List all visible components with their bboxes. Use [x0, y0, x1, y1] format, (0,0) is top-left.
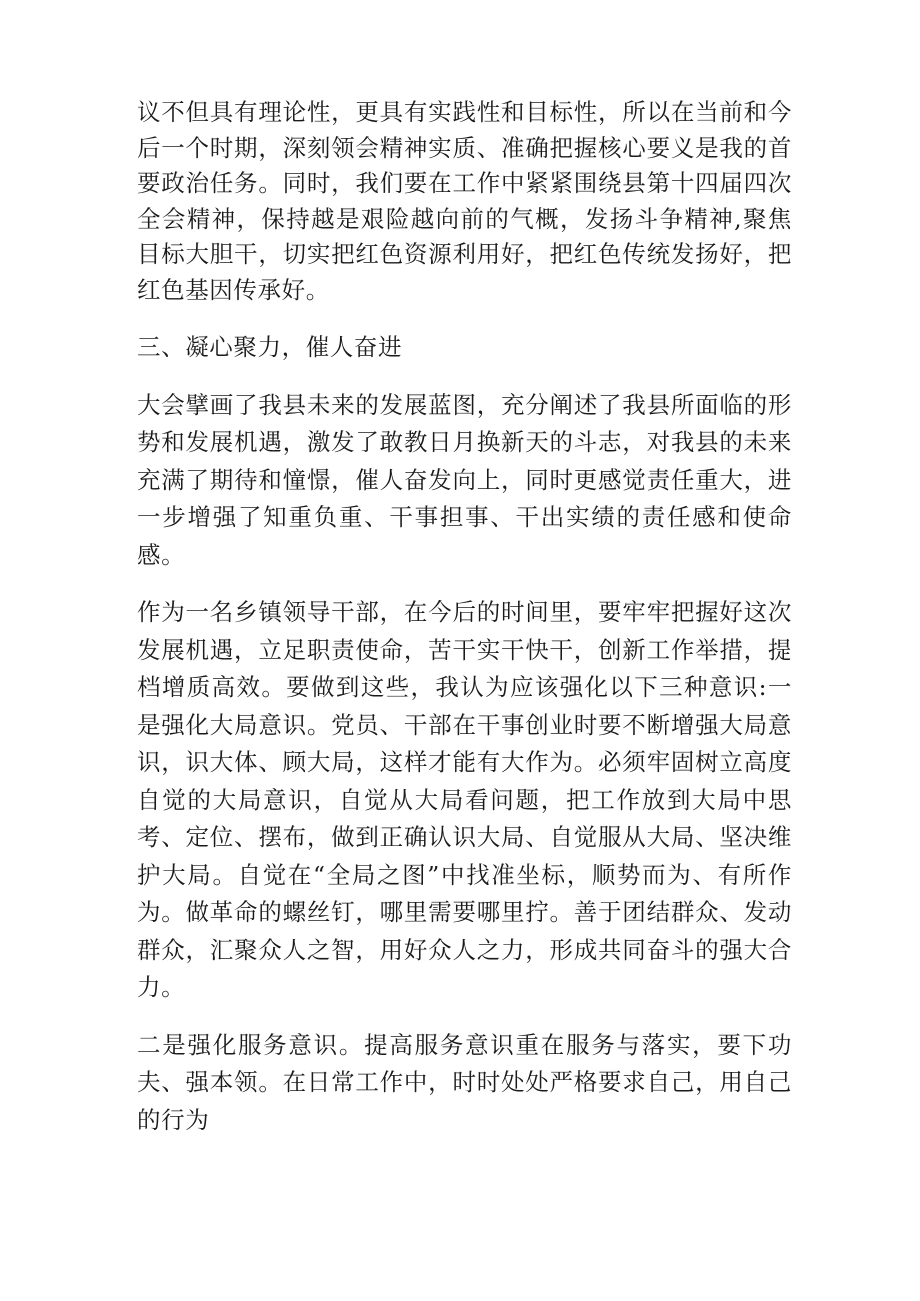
section-heading: 三、凝心聚力，催人奋进 — [137, 333, 403, 361]
paragraph-service-awareness: 二是强化服务意识。提高服务意识重在服务与落实，要下功夫、强本领。在日常工作中，时时处处严格要求自己，用自己的行为 — [137, 1030, 792, 1134]
paragraph-blueprint: 大会擘画了我县未来的发展蓝图，充分阐述了我县所面临的形势和发展机遇，激发了敢教日月换新天的斗志，对我县的未来充满了期待和憧憬，催人奋发向上，同时更感觉责任重大，进一步增强了知重负重、干事担事、干出实绩的责任感和使命感。 — [137, 390, 792, 569]
paragraph-continuation: 议不但具有理论性，更具有实践性和目标性，所以在当前和今后一个时期，深刻领会精神实质、准确把握核心要义是我的首要政治任务。同时，我们要在工作中紧紧围绕县第十四届四次全会精神，保持越是艰险越向前的气概，发扬斗争精神,聚焦目标大胆干，切实把红色资源利用好，把红色传统发扬好，把红色基因传承好。 — [137, 98, 792, 304]
paragraph-cadre-duties: 作为一名乡镇领导干部，在今后的时间里，要牢牢把握好这次发展机遇，立足职责使命，苦干实干快干，创新工作举措，提档增质高效。要做到这些，我认为应该强化以下三种意识:一是强化大局意识。党员、干部在干事创业时要不断增强大局意识，识大体、顾大局，这样才能有大作为。必须牢固树立高度自觉的大局意识，自觉从大局看问题，把工作放到大局中思考、定位、摆布，做到正确认识大局、自觉服从大局、坚决维护大局。自觉在“全局之图”中找准坐标，顺势而为、有所作为。做革命的螺丝钉，哪里需要哪里拧。善于团结群众、发动群众，汇聚众人之智，用好众人之力，形成共同奋斗的强大合力。 — [137, 598, 792, 1001]
document-body — [137, 95, 792, 1139]
